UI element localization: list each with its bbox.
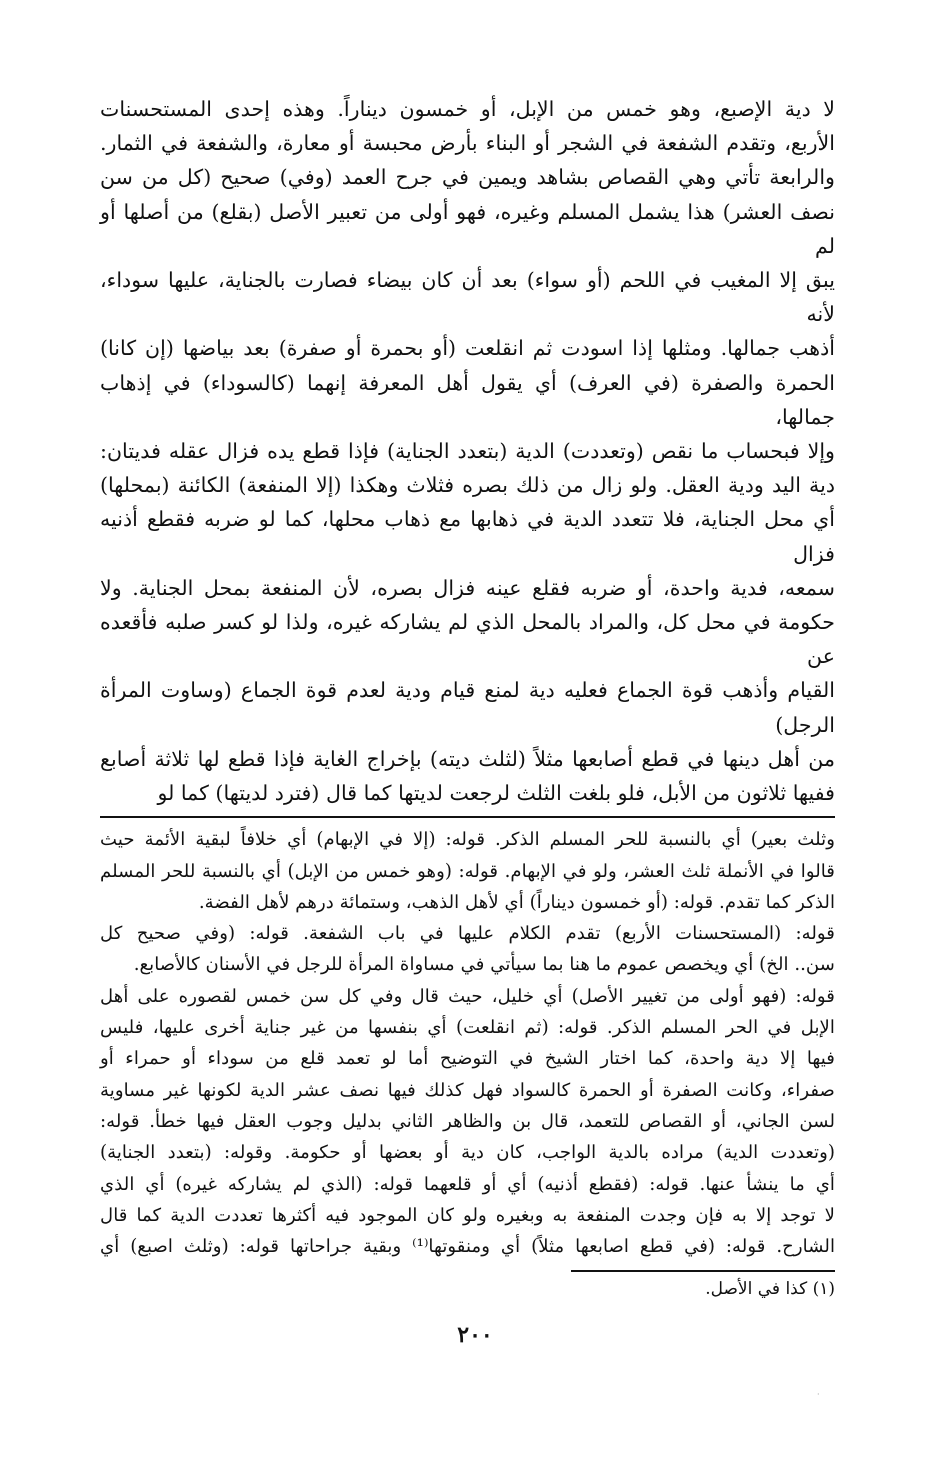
page-body <box>100 92 835 1302</box>
main-line: لا دية الإصبع، وهو خمس من الإبل، أو خمسون ديناراً. وهذه إحدى المستحسنات <box>100 97 835 121</box>
commentary-line: الشارح. قوله: (في قطع اصابعها مثلاً) أي ومنقوتها⁽¹⁾ وبقية جراحاتها قوله: (وثلث اصبع) أي <box>100 1236 836 1258</box>
scan-speck: · <box>817 1390 820 1399</box>
main-text-divider <box>100 816 835 818</box>
commentary-text <box>100 824 835 1262</box>
main-line: والرابعة تأتي وهي القصاص بشاهد ويمين في جرح العمد (وفي) صحيح (كل من سن <box>100 165 835 190</box>
commentary-line: فيها إلا دية واحدة، كما اختار الشيخ في التوضيح أما لو تعمد قلع من سوداء أو حمراء أو <box>100 1048 835 1070</box>
commentary-line: (وتعددت الدية) مراده بالدية الواجب، كان دية أو بعضها أو حكومة. وقوله: (بتعدد الجناية) <box>100 1142 835 1164</box>
main-line: الحمرة والصفرة (في العرف) أي يقول أهل المعرفة إنهما (كالسوداء) في إذهاب جمالها، <box>100 370 835 429</box>
main-line: دية اليد ودية العقل. ولو زال من ذلك بصره فثلاث وهكذا (إلا المنفعة) الكائنة (بمحلها) <box>100 473 835 498</box>
main-text <box>100 92 835 810</box>
main-line: يبق إلا المغيب في اللحم (أو سواء) بعد أن كان بيضاء فصارت بالجناية، عليها سوداء، لأنه <box>100 268 835 327</box>
commentary-line: وثلث بعير) أي بالنسبة للحر المسلم الذكر. قوله: (إلا في الإبهام) أي خلافاً لبقية الأئمة حيث <box>100 829 835 851</box>
commentary-line: الإبل في الحر المسلم الذكر. قوله: (ثم انقلعت) أي بنفسها من غير جناية أخرى عليها، فليس <box>100 1017 835 1039</box>
commentary-line: قوله: (المستحسنات الأربع) تقدم الكلام عليها في باب الشفعة. قوله: (وفي صحيح كل <box>100 923 835 945</box>
commentary-line: أي ما ينشأ عنها. قوله: (فقطع أذنيه) أي أو قلعهما قوله: (الذي لم يشاركه غيره) أي الذي <box>100 1173 835 1195</box>
main-line: أي محل الجناية، فلا تتعدد الدية في ذهابها مع ذهاب محلها، كما لو ضربه فقطع أذنيه فزال <box>100 507 835 566</box>
commentary-line: لا توجد إلا به فإن وجدت المنفعة به وبغيره ولو كان الموجود فيه أكثرها تعددت الدية كما قال <box>100 1204 835 1226</box>
main-line: وإلا فبحساب ما نقص (وتعددت) الدية (بتعدد الجناية) فإذا قطع يده فزال عقله فديتان: <box>100 439 835 464</box>
main-line: الأربع، وتقدم الشفعة في الشجر أو البناء بأرض محبسة أو معارة، والشفعة في الثمار. <box>100 131 835 156</box>
main-line: حكومة في محل كل، والمراد بالمحل الذي لم يشاركه غيره، ولذا لو كسر صلبه فأقعده عن <box>100 610 835 669</box>
footnote-divider <box>571 1270 835 1272</box>
commentary-line: سن.. الخ) أي ويخصص عموم ما هنا بما سيأتي في مساواة المرأة للرجل في الأسنان كالأصابع. <box>133 954 835 976</box>
footnote: (١) كذا في الأصل. <box>705 1279 835 1300</box>
commentary-line: قوله: (فهو أولى من تغيير الأصل) أي خليل، حيث قال وفي كل سن خمس لقصوره على أهل <box>100 985 835 1007</box>
main-line: من أهل دينها في قطع أصابعها مثلاً (لثلث ديته) بإخراج الغاية فإذا قطع لها ثلاثة أصابع <box>100 746 835 771</box>
main-line: ففيها ثلاثون من الأبل، فلو بلغت الثلث لرجعت لديتها كما قال (فترد لديتها) كما لو <box>157 781 835 806</box>
commentary-line: قالوا في الأنملة ثلث العشر، ولو في الإبهام. قوله: (وهو خمس من الإبل) أي بالنسبة للحر المسلم <box>100 860 835 882</box>
main-line: نصف العشر) هذا يشمل المسلم وغيره، فهو أولى من تعبير الأصل (بقلع) من أصلها أو لم <box>100 199 835 258</box>
commentary-line: الذكر كما تقدم. قوله: (أو خمسون ديناراً) أي لأهل الذهب، وستمائة درهم لأهل الفضة. <box>198 891 835 913</box>
main-line: سمعه، فدية واحدة، أو ضربه فقلع عينه فزال بصره، لأن المنفعة بمحل الجناية. ولا <box>100 575 835 600</box>
page-number: ٢٠٠ <box>457 1322 493 1348</box>
main-line: أذهب جمالها. ومثلها إذا اسودت ثم انقلعت (أو بحمرة أو صفرة) بعد بياضها (إن كانا) <box>100 336 835 361</box>
commentary-line: لسن الجاني، أو القصاص للتعمد، قال بن والظاهر الثاني بدليل وجوب العقل فيها خطأ. قوله: <box>100 1110 835 1132</box>
commentary-line: صفراء، وكانت الصفرة أو الحمرة كالسواد فهل كذلك فيها نصف عشر الدية لكونها غير مساوية <box>100 1079 835 1101</box>
main-line: القيام وأذهب قوة الجماع فعليه دية لمنع قيام ودية لعدم قوة الجماع (وساوت المرأة الرجل) <box>100 678 835 737</box>
